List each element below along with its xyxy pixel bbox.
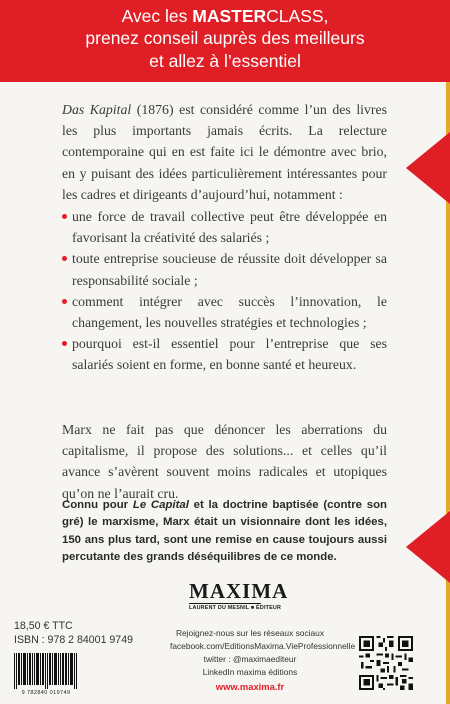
bullet-dot-icon (62, 256, 67, 261)
cover-edge-strip (446, 0, 450, 704)
isbn-label: ISBN : 978 2 84001 9749 (14, 634, 133, 646)
bullet-dot-icon (62, 299, 67, 304)
price-label: 18,50 € TTC (14, 620, 73, 632)
header-line-3: et allez à l’essentiel (149, 51, 301, 71)
red-triangle-bottom (406, 511, 450, 583)
bullet-list (62, 206, 387, 376)
header-line-2: prenez conseil auprès des meilleurs (85, 28, 365, 48)
facebook-link: facebook.com/EditionsMaxima.VieProfessionnelle (170, 641, 356, 651)
header-banner (0, 0, 450, 82)
bullet-dot-icon (62, 341, 67, 346)
book-title-italic: Das Kapital (62, 102, 132, 117)
twitter-link: twitter : @maximaediteur (203, 654, 297, 664)
barcode-icon (14, 653, 78, 689)
linkedin-link: LinkedIn maxima éditions (202, 667, 298, 677)
second-paragraph: Marx ne fait pas que dénoncer les aberrations du capitalisme, il propose des solutions... et celles qu’il avance s’avèrent souvent moins radicales et utopiques qu’on ne l’aurait cru. (62, 422, 387, 501)
website-link: www.maxima.fr (215, 681, 285, 692)
social-line-1: Rejoignez-nous sur les réseaux sociaux (175, 628, 325, 638)
header-line-1: Avec les MASTERCLASS, (121, 6, 329, 26)
author-bio-paragraph: Connu pour Le Capital et la doctrine baptisée (contre son gré) le marxisme, Marx était un visionnaire dont les idées, 150 ans plus tard, sont une remise en cause toujours aussi percutante des grands déséquilibres de ce monde. (62, 499, 387, 564)
bullet-item: pourquoi est-il essentiel pour l’entreprise que ses salariés soient en forme, en bonne santé et heureux. (62, 333, 387, 375)
bullet-item: comment intégrer avec succès l’innovation, le changement, les nouvelles stratégies et technologies ; (62, 291, 387, 333)
red-triangle-top (406, 132, 450, 204)
intro-paragraph: Das Kapital (1876) est considéré comme l’un des livres les plus importants jamais écrits. La relecture contemporaine qui en est faite ici le démontre avec brio, en y puisant des idées particulièrement intéressantes pour les cadres et dirigeants d’aujourd’hui, notamment : (62, 102, 388, 202)
bullet-dot-icon (62, 214, 67, 219)
publisher-logo: MAXIMA LAURENT DU MESNIL ■ ÉDITEUR (189, 579, 289, 611)
bullet-item: toute entreprise soucieuse de réussite doit développer sa responsabilité sociale ; (62, 248, 387, 290)
bullet-item: une force de travail collective peut être développée en favorisant la créativité des salariés ; (62, 206, 387, 248)
qr-code-icon (359, 636, 413, 690)
social-links (170, 627, 356, 679)
barcode-digits: 9 782840 019749 (21, 690, 71, 696)
